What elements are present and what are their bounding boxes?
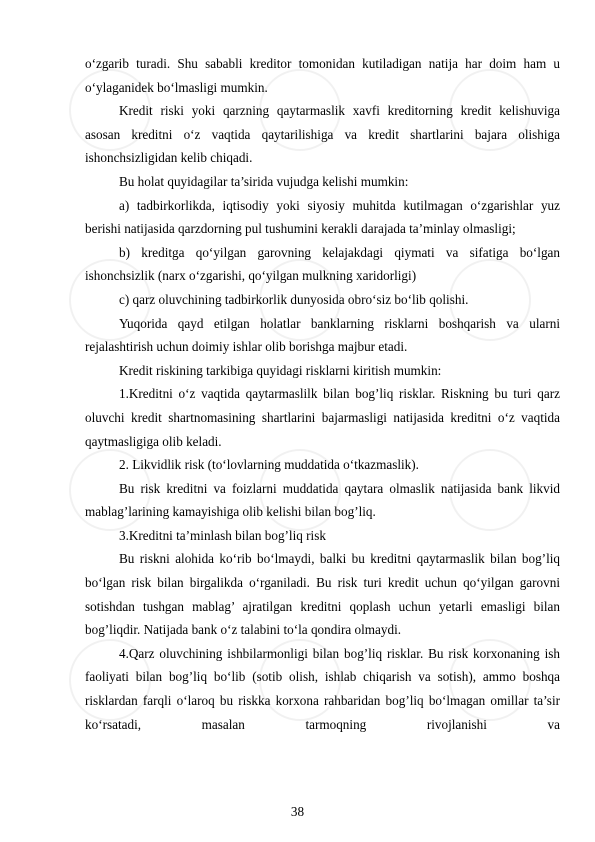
paragraph: b) kreditga qo‘yilgan garovning kelajakdagi qiymati va sifatiga bo‘lgan ishonchsizlik (narx o‘zgarishi, qo‘yilgan mulkning xaridorligi) [85,244,560,284]
paragraph: Bu riskni alohida ko‘rib bo‘lmaydi, balki bu kreditni qaytarmaslik bilan bog’liq bo‘lgan risk bilan birgalikda o‘rganiladi. Bu risk turi kredit uchun qo‘yilgan garovni sotishdan tushgan mablag’ ajratilgan kreditni qoplash uchun yetarli emasligi bilan bog’liqdir. Natijada bank o‘z talabini to‘la qondira olmaydi. [85,551,560,638]
paragraph: 2. Likvidlik risk (to‘lovlarning muddatida o‘tkazmaslik). [119,457,419,473]
paragraph: a) tadbirkorlikda, iqtisodiy yoki siyosiy muhitda kutilmagan o‘zgarishlar yuz berishi natijasida qarzdorning pul tushumini kerakli darajada ta’minlay olmasligi; [85,197,560,237]
paragraph: Yuqorida qayd etilgan holatlar banklarning risklarni boshqarish va ularni rejalashtirish uchun doimiy ishlar olib borishga majbur etadi. [85,315,560,355]
document-body [85,52,560,736]
paragraph: o‘zgarib turadi. Shu sababli kreditor tomonidan kutiladigan natija har doim ham u o‘ylaganidek bo‘lmasligi mumkin. [85,56,560,95]
paragraph: Bu risk kreditni va foizlarni muddatida qaytara olmaslik natijasida bank likvid mablag’larining kamayishiga olib kelishi bilan bog’liq. [85,480,560,520]
paragraph: c) qarz oluvchining tadbirkorlik dunyosida obro‘siz bo‘lib qolishi. [119,291,469,307]
paragraph: 1.Kreditni o‘z vaqtida qaytarmaslilk bilan bog’liq risklar. Riskning bu turi qarz oluvchi kredit shartnomasining shartlarini bajarmasligi natijasida kreditni o‘z vaqtida qaytmasligiga olib keladi. [85,386,560,449]
paragraph: Kredit riskining tarkibiga quyidagi risklarni kiritish mumkin: [119,362,442,378]
paragraph: Kredit riski yoki qarzning qaytarmaslik xavfi kreditorning kredit kelishuviga asosan kreditni o‘z vaqtida qaytarilishiga va kredit shartlarini bajara olishiga ishonchsizligidan kelib chiqadi. [85,103,560,166]
page-number: 38 [290,804,305,819]
paragraph: Bu holat quyidagilar ta’sirida vujudga kelishi mumkin: [119,173,409,189]
paragraph-continued: 4.Qarz oluvchining ishbilarmonligi bilan bog’liq risklar. Bu risk korxonaning ish faoliyati bilan bog’liq bo‘lib (sotib olish, ishlab chiqarish va sotish), ammo boshqa risklardan farqli o‘laroq bu riskka korxona rahbaridan bog’liq bo‘lmagan omillar ta’sir ko‘rsatadi, masalan tarmoqning rivojlanishi va [85,645,560,732]
paragraph: 3.Kreditni ta’minlash bilan bog’liq risk [119,527,326,543]
